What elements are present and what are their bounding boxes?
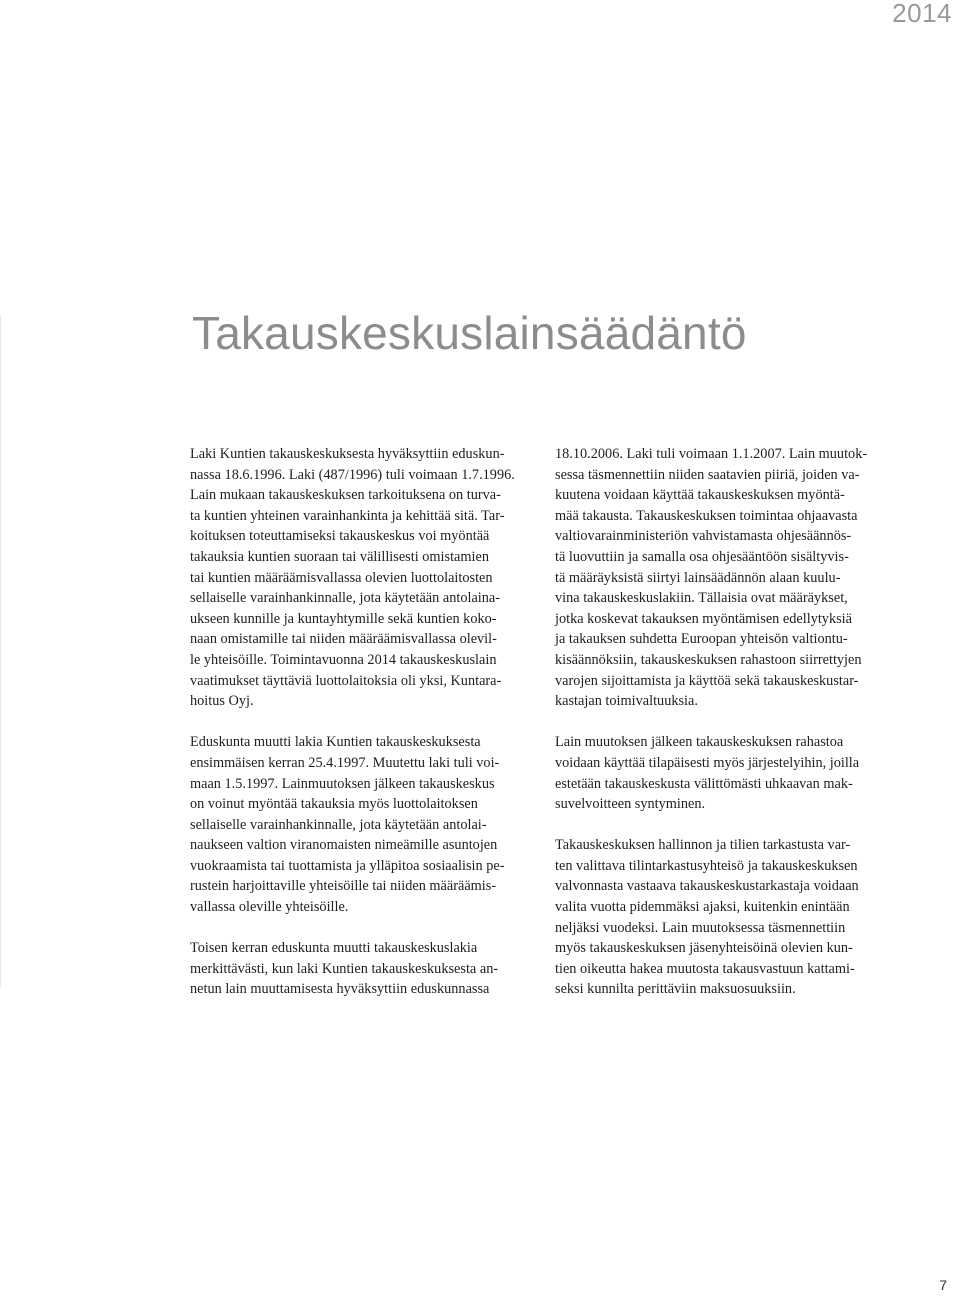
paragraph-right-3: Takauskeskuksen hallinnon ja tilien tarkastusta var- ten valittava tilintarkastusyhteisö ja takauskeskuksen valvonnasta vastaava takauskeskustarkastaja voidaan valita vuotta pidemmäksi ajaksi, kuitenkin enintään neljäksi vuodeksi. Lain muutoksessa täsmennettiin myös takauskeskuksen jäsenyhteisöinä olevien kun- tien oikeutta hakea muutosta takausvastuun kattami- seksi kunnilta perittäviin maksuosuuksiin. <box>555 837 859 998</box>
report-year: 2014 <box>892 0 952 28</box>
page-number: 7 <box>939 1277 947 1293</box>
text-column-left <box>190 444 535 1021</box>
margin-rule <box>0 315 1 987</box>
paragraph-left-3: Toisen kerran eduskunta muutti takauskeskuslakia merkittävästi, kun laki Kuntien takauskeskuksesta an- netun lain muuttamisesta hyväksyttiin eduskunnassa <box>190 940 499 998</box>
paragraph-left-2: Eduskunta muutti lakia Kuntien takauskeskuksesta ensimmäisen kerran 25.4.1997. Muutettu laki tuli voi- maan 1.5.1997. Lainmuutoksen jälkeen takauskeskus on voinut myöntää takauksia myös luottolaitoksen sellaiselle varainhankinnalle, jota käytetään antolai- naukseen valtion viranomaisten nimeämille asuntojen vuokraamista tai tuottamista ja ylläpitoa sosiaalisin pe- rustein harjoittaville yhteisöille tai niiden määräämis- vallassa oleville yhteisöille. <box>190 734 505 916</box>
text-column-right <box>555 444 900 1021</box>
page-title: Takauskeskuslainsäädäntö <box>192 307 747 359</box>
paragraph-right-1: 18.10.2006. Laki tuli voimaan 1.1.2007. Lain muutok- sessa täsmennettiin niiden saatavien piiriä, joiden va- kuutena voidaan käyttää takauskeskuksen myöntä- mää takausta. Takauskeskuksen toimintaa ohjaavasta valtiovarainministeriön vahvistamasta ohjesäännös- tä luovuttiin ja samalla osa ohjesääntöön sisältyvis- tä määräyksistä siirtyi lainsäädännön alaan kuulu- vina takauskeskuslakiin. Tällaisia ovat määräykset, jotka koskevat takauksen myöntämisen edellytyksiä ja takauksen suhdetta Euroopan yhteisön valtiontu- kisäännöksiin, takauskeskuksen rahastoon siirrettyjen varojen sijoittamista ja käyttöä sekä takauskeskustar- kastajan toimivaltuuksia. <box>555 446 868 710</box>
paragraph-right-2: Lain muutoksen jälkeen takauskeskuksen rahastoa voidaan käyttää tilapäisesti myös järjestelyihin, joilla estetään takauskeskusta välittömästi uhkaavan mak- suvelvoitteen syntyminen. <box>555 734 860 813</box>
paragraph-left-1: Laki Kuntien takauskeskuksesta hyväksyttiin eduskun- nassa 18.6.1996. Laki (487/1996) tuli voimaan 1.7.1996. Lain mukaan takauskeskuksen tarkoituksena on turva- ta kuntien yhteinen varainhankinta ja kehittää sitä. Tar- koituksen toteuttamiseksi takauskeskus voi myöntää takauksia kuntien suoraan tai välillisesti omistamien tai kuntien määräämisvallassa olevien luottolaitosten sellaiselle varainhankinnalle, jota käytetään antolaina- ukseen kunnille ja kuntayhtymille sekä kuntien koko- naan omistamille tai niiden määräämisvallassa olevil- le yhteisöille. Toimintavuonna 2014 takauskeskuslain vaatimukset täyttäviä luottolaitoksia oli yksi, Kuntara- hoitus Oyj. <box>190 446 515 710</box>
